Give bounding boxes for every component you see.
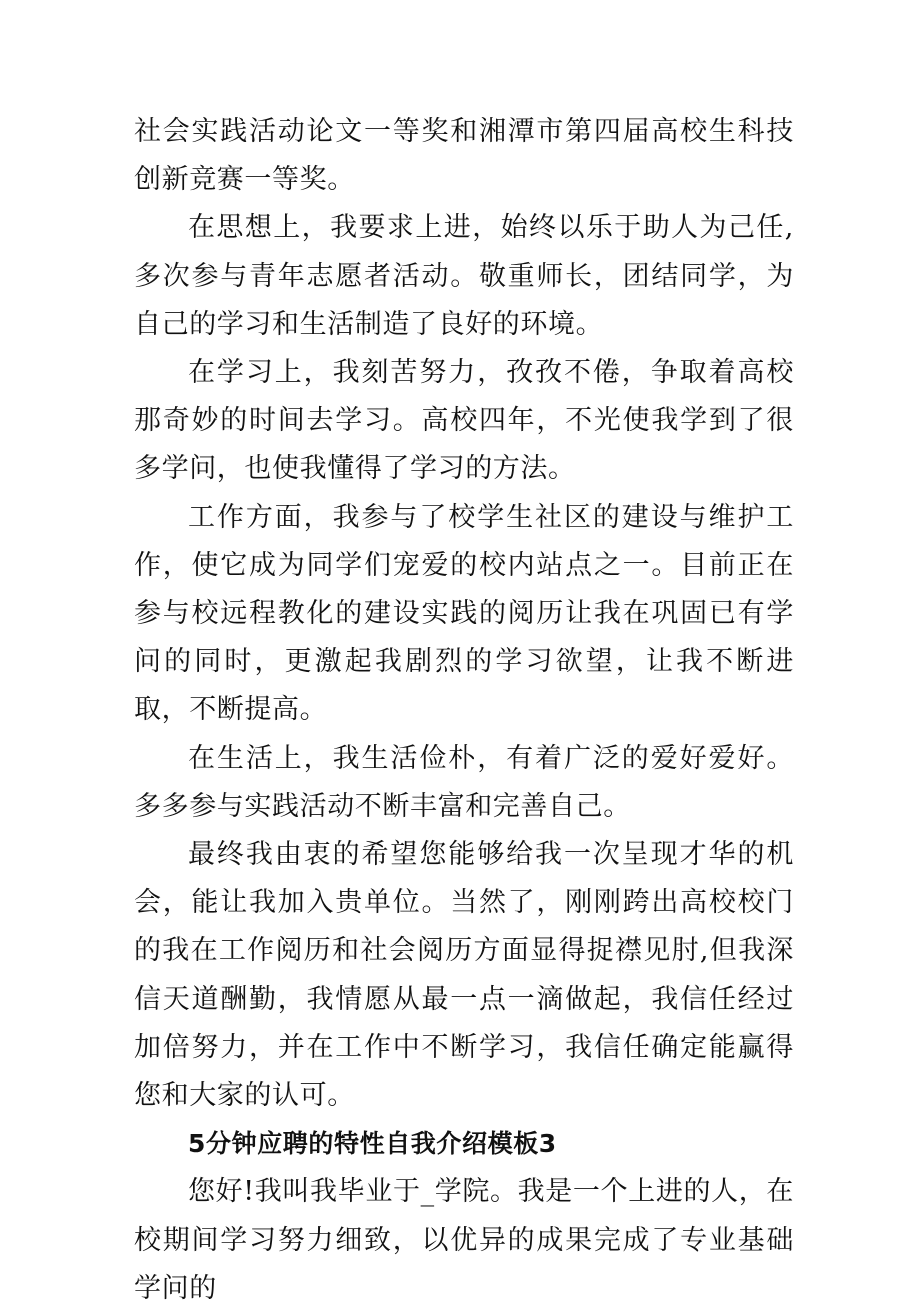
paragraph-ideology: 在思想上，我要求上进，始终以乐于助人为己任,多次参与青年志愿者活动。敬重师长，团结同学，为自己的学习和生活制造了良好的环境。	[134, 212, 794, 340]
paragraph-life: 在生活上，我生活俭朴，有着广泛的爱好爱好。多多参与实践活动不断丰富和完善自己。	[134, 742, 794, 822]
paragraph-conclusion: 最终我由衷的希望您能够给我一次呈现才华的机会，能让我加入贵单位。当然了，刚刚跨出高校校门的我在工作阅历和社会阅历方面显得捉襟见肘,但我深信天道酬勤，我情愿从最一点一滴做起，我信任经过加倍努力，并在工作中不断学习，我信任确定能赢得您和大家的认可。	[134, 839, 794, 1112]
paragraph-continued: 社会实践活动论文一等奖和湘潭市第四届高校生科技创新竞赛一等奖。	[134, 116, 794, 196]
document-body	[134, 108, 794, 1313]
paragraph-template-intro: 您好!我叫我毕业于_学院。我是一个上进的人，在校期间学习努力细致，以优异的成果完成了专业基础学问的	[134, 1176, 794, 1304]
paragraph-work: 工作方面，我参与了校学生社区的建设与维护工作，使它成为同学们宠爱的校内站点之一。目前正在参与校远程教化的建设实践的阅历让我在巩固已有学问的同时，更激起我剧烈的学习欲望，让我不断进取，不断提高。	[134, 501, 794, 726]
section-heading: 5分钟应聘的特性自我介绍模板3	[188, 1129, 557, 1159]
paragraph-study: 在学习上，我刻苦努力，孜孜不倦，争取着高校那奇妙的时间去学习。高校四年，不光使我学到了很多学问，也使我懂得了学习的方法。	[134, 357, 794, 485]
